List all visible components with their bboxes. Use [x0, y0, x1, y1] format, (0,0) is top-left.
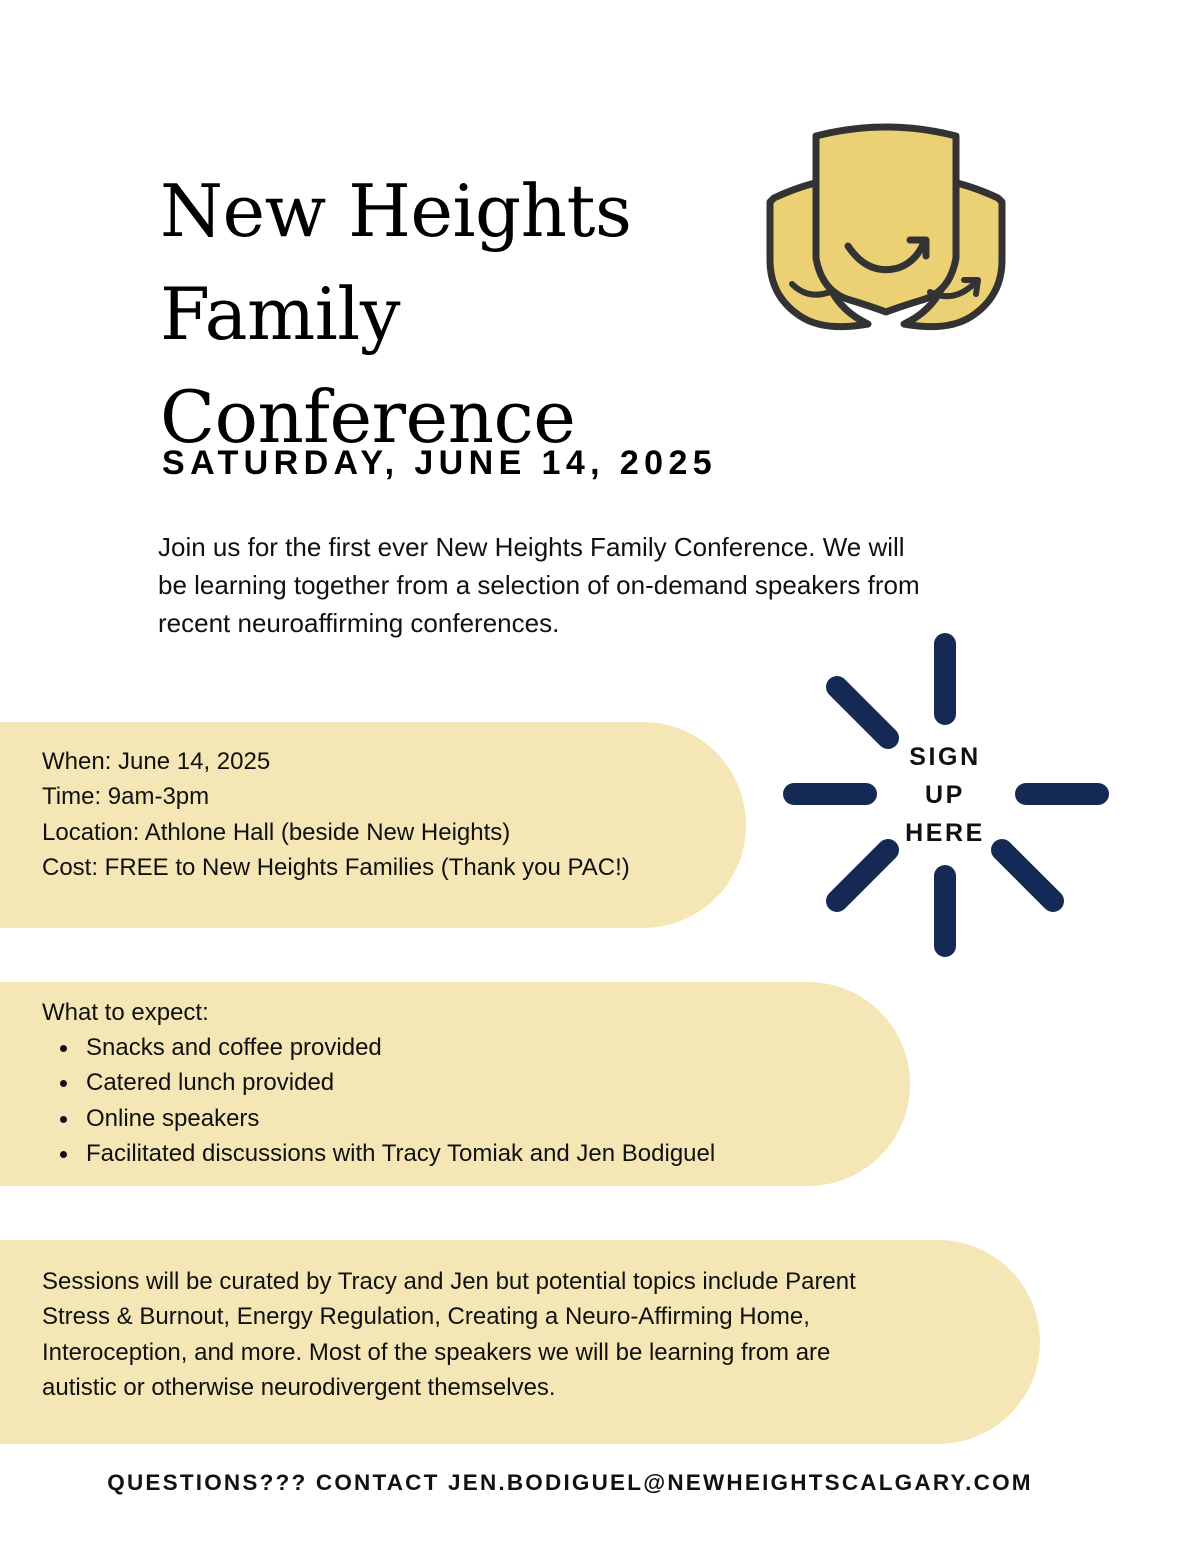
sessions-line: Sessions will be curated by Tracy and Jen but potential topics include Parent	[42, 1268, 856, 1295]
sessions-line: autistic or otherwise neurodivergent themselves.	[42, 1374, 556, 1402]
list-item-text: Online speakers	[86, 1104, 260, 1132]
contact-line: QUESTIONS??? CONTACT JEN.BODIGUEL@NEWHEIGHTSCALGARY.COM	[107, 1470, 1033, 1495]
when-text: When: June 14, 2025	[42, 748, 271, 775]
event-date: SATURDAY, JUNE 14, 2025	[162, 444, 718, 482]
expect-heading: What to expect:	[42, 999, 209, 1026]
bullet-icon	[60, 1151, 67, 1158]
bullet-icon	[60, 1080, 67, 1087]
sessions-line: Stress & Burnout, Energy Regulation, Creating a Neuro-Affirming Home,	[42, 1303, 810, 1331]
expect-list	[42, 1030, 715, 1172]
time-text: Time: 9am-3pm	[42, 783, 210, 811]
signup-button[interactable]	[880, 738, 1010, 852]
sessions-text	[42, 1264, 856, 1406]
signup-line: HERE	[905, 819, 985, 847]
list-item-text: Snacks and coffee provided	[86, 1034, 382, 1061]
event-details	[42, 744, 630, 886]
shields-with-arrows-icon	[764, 120, 1008, 335]
sessions-line: Interoception, and more. Most of the speakers we will be learning from are	[42, 1338, 831, 1366]
list-item-text: Facilitated discussions with Tracy Tomiak and Jen Bodiguel	[86, 1140, 716, 1168]
title-line-1: New Heights	[160, 169, 632, 254]
title-line-3: Conference	[160, 375, 576, 460]
intro-line: Join us for the first ever New Heights Family Conference. We will	[158, 532, 905, 562]
signup-line: UP	[925, 781, 965, 809]
list-item	[42, 1101, 715, 1136]
location-text: Location: Athlone Hall (beside New Heights)	[42, 818, 511, 846]
signup-line: SIGN	[909, 743, 981, 771]
intro-paragraph	[158, 528, 1058, 642]
cost-text: Cost: FREE to New Heights Families (Thank you PAC!)	[42, 854, 630, 882]
intro-line: recent neuroaffirming conferences.	[158, 608, 560, 638]
intro-line: be learning together from a selection of on-demand speakers from	[158, 570, 920, 600]
list-item	[42, 1065, 715, 1100]
title-line-2: Family	[160, 272, 400, 357]
list-item-text: Catered lunch provided	[86, 1069, 335, 1097]
bullet-icon	[60, 1045, 67, 1052]
bullet-icon	[60, 1116, 67, 1123]
page-title	[160, 160, 720, 469]
list-item	[42, 1030, 715, 1065]
list-item	[42, 1136, 715, 1171]
